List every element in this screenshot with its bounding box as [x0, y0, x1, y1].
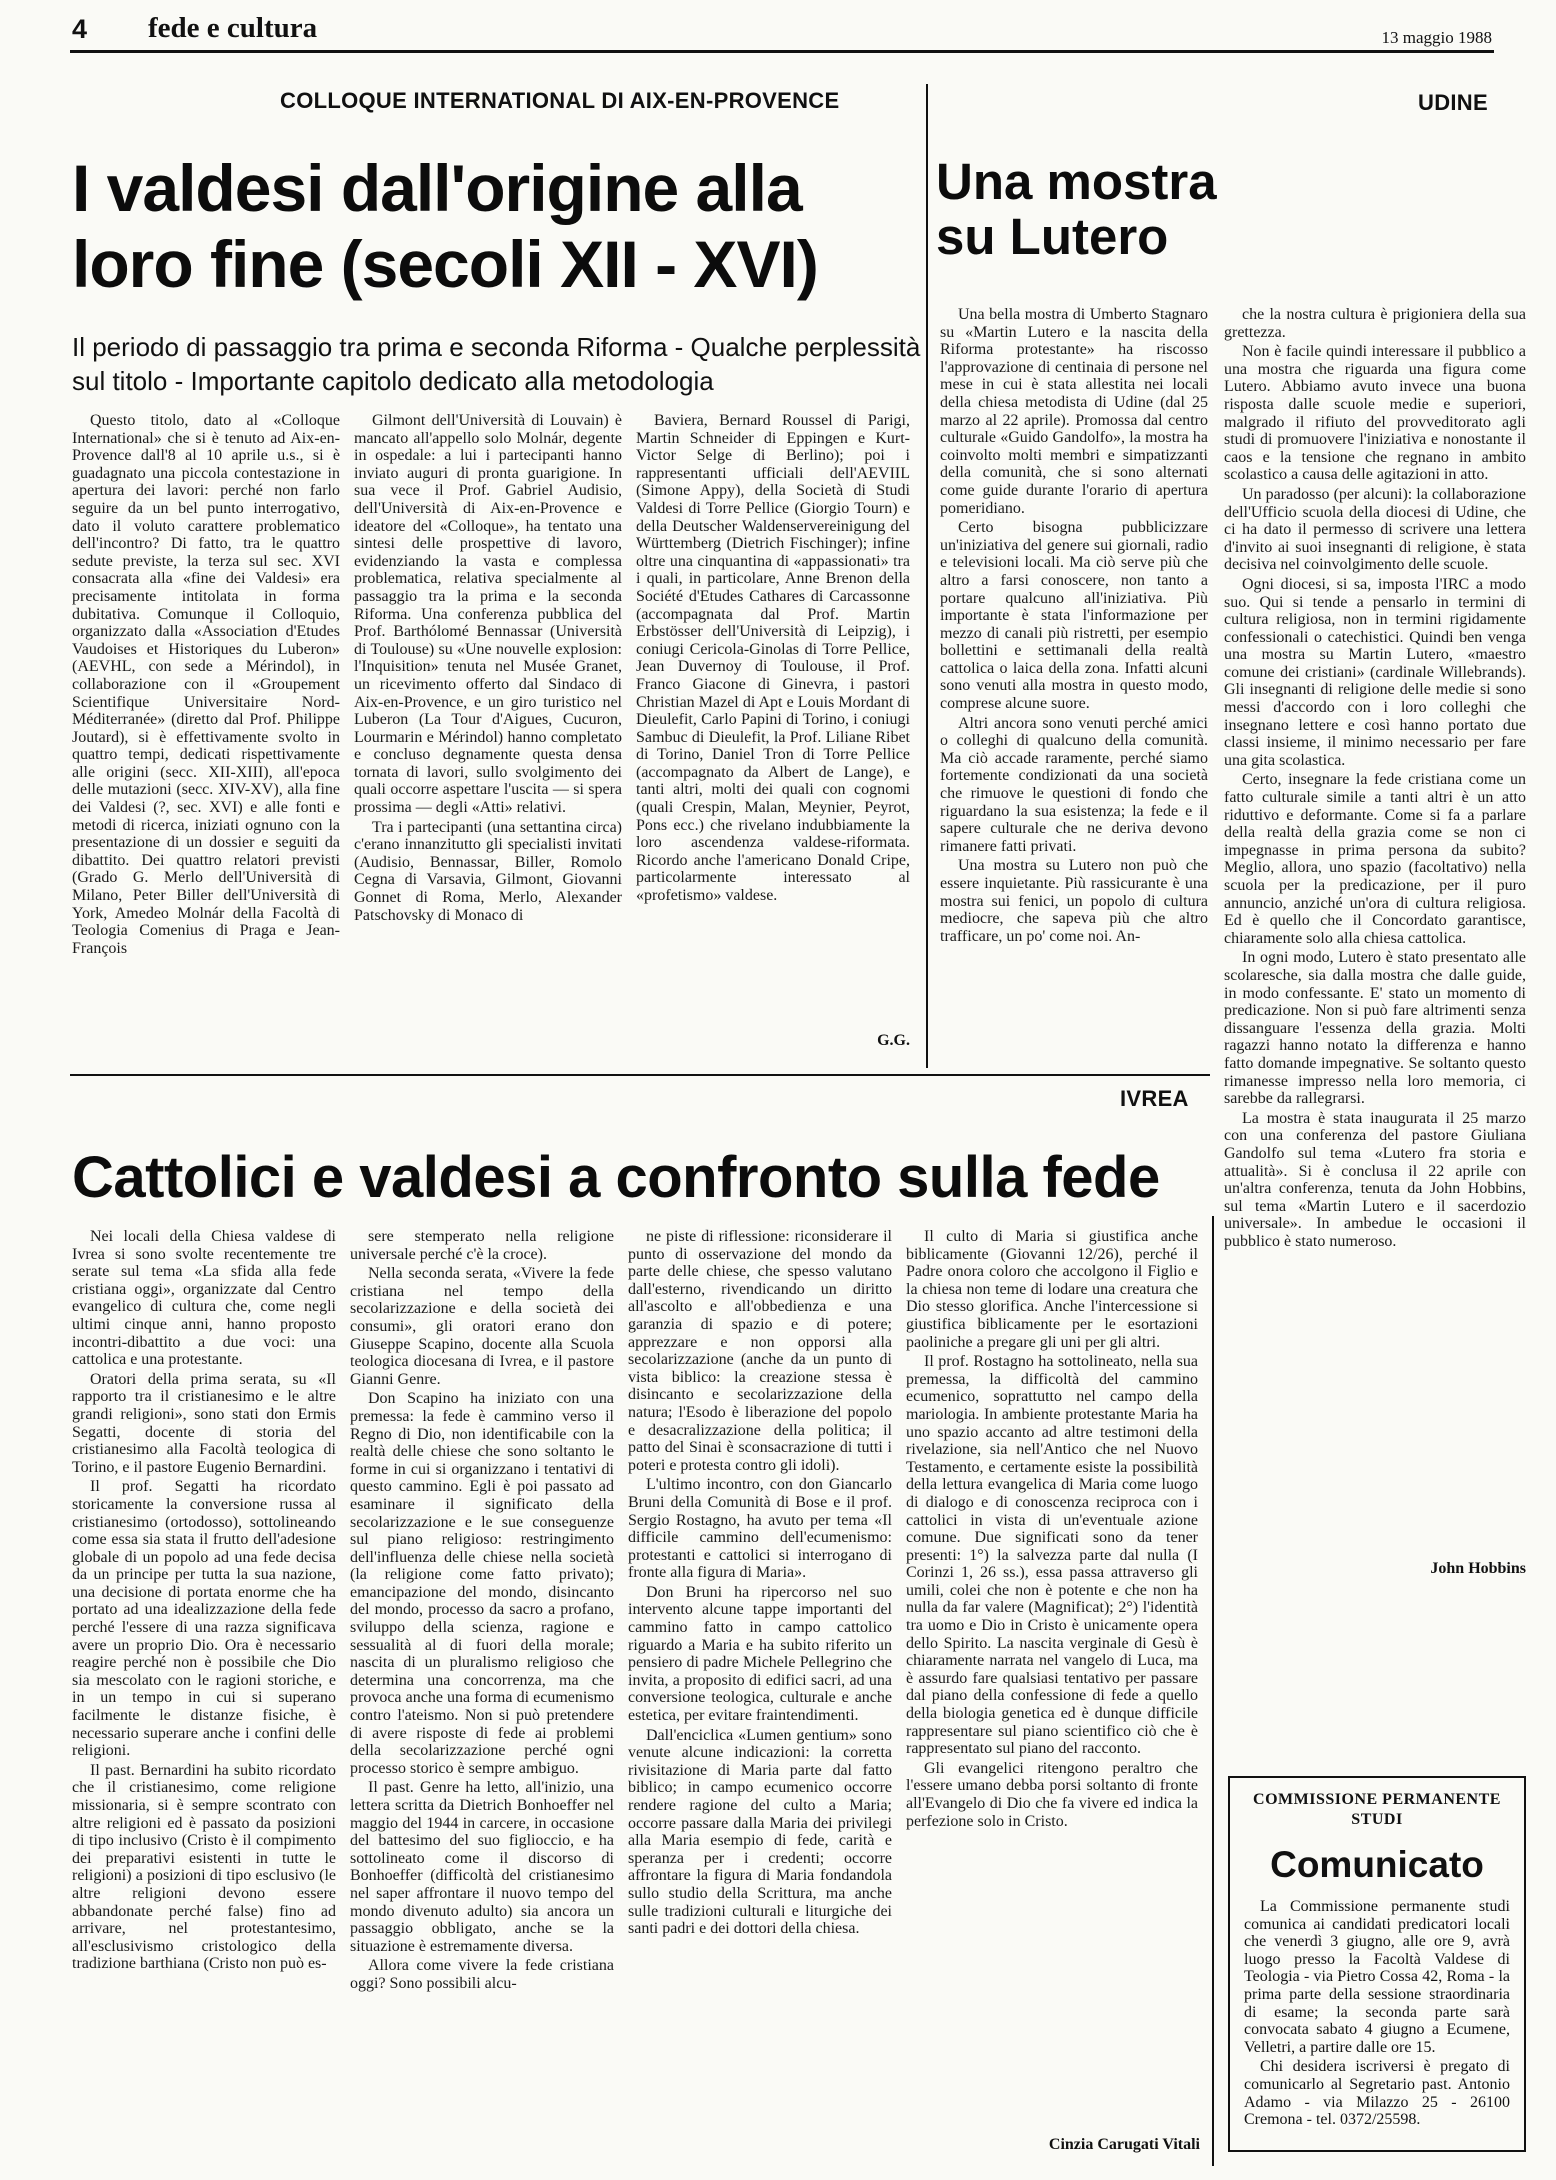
article-cattolici-paragraph: Gli evangelici ritengono peraltro che l'essere umano debba porsi soltanto di fronte all'Evangelo di Dio che fa vivere ed indica la perfezione solo in Cristo. [906, 1759, 1198, 1830]
article-cattolici-paragraph: Il past. Genre ha letto, all'inizio, una lettera scritta da Dietrich Bonhoeffer nel maggio del 1944 in carcere, in occasione del battesimo del suo figlioccio, e ha sottolineato come il discorso di Bonhoeffer (difficoltà del cristianesimo nel saper affrontare il nuovo tempo del mondo divenuto adulto) sia ancora un passaggio obbligato, anche se la situazione è estremamente diversa. [350, 1779, 614, 1955]
article-cattolici-paragraph: sere stemperato nella religione universale perché c'è la croce). [350, 1228, 614, 1263]
section-title: fede e cultura [148, 12, 318, 44]
article-cattolici-paragraph: Don Bruni ha ripercorso nel suo intervento alcune tappe importanti del cammino fatto in campo cattolico riguardo a Maria e ha subito riferito un pensiero di padre Michele Pellegrino che invita, a proposito di edifici sacri, ad una conversione teologica, culturale e anche estetica, per evitare fraintendimenti. [628, 1583, 892, 1725]
signature-lutero: John Hobbins [1430, 1560, 1526, 1577]
headline-cattolici: Cattolici e valdesi a confronto sulla fede [72, 1145, 1160, 1210]
article-valdesi-paragraph: Gilmont dell'Università di Louvain) è mancato all'appello solo Molnár, degente in ospedale: a lui i partecipanti hanno inviato auguri di pronta guarigione. In sua vece il Prof. Gabriel Audisio, dell'Università di Aix-en-Provence e ideatore del «Colloque», ha tentato una sintesi delle prospettive di lavoro, evidenziando la vasta e complessa problematica, relativa specialmente al passaggio tra la prima e la seconda Riforma. Una conferenza pubblica del Prof. Barthólomé Bennassar (Università di Toulouse) su «Une nouvelle explosion: l'Inquisition» tenuta nel Musée Granet, un ricevimento offerto dal Sindaco di Aix-en-Provence, e un giro turistico nel Luberon (La Tour d'Aigues, Cucuron, Lourmarin e Mérindol) hanno completato e concluso degnamente questa densa tornata di lavori, sullo svolgimento dei quali occorre aspettare l'uscita — si spera prossima — degli «Atti» relativi. [354, 412, 622, 817]
article-cattolici-paragraph: Il culto di Maria si giustifica anche biblicamente (Giovanni 12/26), perché il Padre onora coloro che accolgono il Figlio e la chiesa non teme di lodare una creatura che Dio stesso glorifica. Anche l'intercessione si giustifica biblicamente per le esortazioni paoliniche a pregare gli uni per gli altri. [906, 1228, 1198, 1351]
article-lutero-paragraph: Non è facile quindi interessare il pubblico a una mostra che riguarda una figura come Lutero. Abbiamo avuto invece una buona risposta dalle scuole medie e superiori, malgrado il rifiuto del provveditorato agli studi di promuovere l'iniziativa e nonostante il caos e la tensione che regnano in ambito scolastico a causa delle agitazioni in atto. [1224, 343, 1526, 484]
comunicato-box [1228, 1776, 1526, 2152]
article-lutero-paragraph: In ogni modo, Lutero è stato presentato alle scolaresche, sia dalla mostra che dalle guide, in modo confessante. E' stato un momento di predicazione. Non si può fare altrimenti senza dissanguare l'essenza della grazia. Molti ragazzi hanno notato la differenza e hanno fatto domande impegnative. Se soltanto questo rimanesse impresso nella loro memoria, ci sarebbe da rallegrarsi. [1224, 949, 1526, 1108]
article-cattolici-paragraph: Nei locali della Chiesa valdese di Ivrea si sono svolte recentemente tre serate sul tema «La sfida alla fede cristiana oggi», organizzate dal Centro evangelico di cultura che, come negli ultimi cinque anni, hanno proposto incontri-dibattito a due voci: una cattolica e una protestante. [72, 1228, 336, 1369]
article-lutero-paragraph: La mostra è stata inaugurata il 25 marzo con una conferenza del pastore Giuliana Gandolfo sul tema «Lutero fra storia e attualità». Si è conclusa il 22 aprile con un'altra conferenza, tenuta da John Hobbins, sul tema «Martin Lutero e il sacerdozio universale». In ambedue le occasioni il pubblico è stato numeroso. [1224, 1109, 1526, 1250]
article-lutero-paragraph: Un paradosso (per alcuni): la collaborazione dell'Ufficio scuola della diocesi di Udine, che ci ha dato il permesso di scrivere una lettera d'invito ai suoi insegnanti di religione, è stata decisiva nel coinvolgimento delle scuole. [1224, 485, 1526, 574]
article-valdesi-paragraph: Tra i partecipanti (una settantina circa) c'erano innanzitutto gli specialisti invitati (Audisio, Bennassar, Biller, Romolo Cegna di Varsavia, Gilmont, Giovanni Gonnet di Roma, Merlo, Alexander Patschovsky di Monaco di [354, 818, 622, 924]
comunicato-title: Comunicato [1270, 1844, 1484, 1885]
article-lutero-paragraph: Certo, insegnare la fede cristiana come un fatto culturale simile a tanti altri è un atto riduttivo e deformante. Come si fa a parlare della realtà della grazia come se non ci impegnasse in prima persona da subito? Meglio, allora, uno spazio (facoltativo) nella scuola per la predicazione, per il puro annuncio, anziché un'ora di cultura religiosa. Ed è quello che il Concordato garantisce, chiaramente solo alla chiesa cattolica. [1224, 771, 1526, 947]
article-cattolici-paragraph: Oratori della prima serata, su «Il rapporto tra il cristianesimo e le altre grandi religioni», sono stati don Ermis Segatti, docente di storia del cristianesimo alla Facoltà teologica di Torino, e il pastore Eugenio Bernardini. [72, 1370, 336, 1476]
page-number: 4 [72, 14, 88, 44]
article-valdesi-column-2 [354, 412, 622, 1052]
comunicato-paragraph: Chi desidera iscriversi è pregato di comunicarlo al Segretario past. Antonio Adamo - via Milazzo 25 - 26100 Cremona - tel. 0372/25598. [1244, 2058, 1510, 2129]
masthead-rule [70, 50, 1494, 53]
headline-lutero: Una mostra su Lutero [936, 153, 1217, 265]
issue-date: 13 maggio 1988 [1381, 28, 1492, 47]
article-cattolici-paragraph: Il past. Bernardini ha subito ricordato che il cristianesimo, come religione missionaria, si è sempre scontrato con altre religioni ed è passato da posizioni di tipo inclusivo (Cristo è il compimento dei preparativi esistenti in tutte le religioni) a posizioni di tipo esclusivo (le altre religioni devono essere abbandonate perché false) fino ad arrivare, nel protestantesimo, all'esclusivismo cristologico della tradizione barthiana (Cristo non può es- [72, 1761, 336, 1973]
comunicato-paragraph: La Commissione permanente studi comunica ai candidati predicatori locali che venerdì 3 giugno, alle ore 9, avrà luogo presso la Facoltà Valdese di Teologia - via Pietro Cossa 42, Roma - la prima parte della sessione straordinaria di esame; la seconda parte sarà convocata sabato 4 giugno a Ecumene, Velletri, a partire dalle ore 15. [1244, 1898, 1510, 2056]
ivrea-section-rule [70, 1074, 1210, 1076]
article-cattolici-paragraph: L'ultimo incontro, con don Giancarlo Bruni della Comunità di Bose e il prof. Sergio Rostagno, ha avuto per tema «Il difficile cammino dell'ecumenismo: protestanti e cattolici si interrogano di fronte alla figura di Maria». [628, 1476, 892, 1582]
article-cattolici-column-2 [350, 1228, 614, 2158]
article-cattolici-column-3 [628, 1228, 892, 2158]
headline-valdesi: I valdesi dall'origine alla loro fine (secoli XII - XVI) [72, 151, 818, 301]
article-lutero-column-1 [940, 306, 1208, 1060]
article-cattolici-paragraph: Il prof. Rostagno ha sottolineato, nella sua premessa, la difficoltà del cammino ecumenico, soprattutto nel campo della mariologia. In ambiente protestante Maria ha uno spazio accanto ad altre testimoni della rivelazione, sia nell'Antico che nel Nuovo Testamento, e certamente esiste la possibilità della lettura evangelica di Maria come luogo di dialogo e di conoscenza reciproca con i cattolici in vista di un'eventuale azione comune. Due significati sono da tener presenti: 1°) la salvezza parte dal nulla (I Corinzi 1, 26 ss.), essa passa attraverso gli umili, colei che non è potente e che non ha nulla da far valere (Magnificat); 2°) l'identità tra uomo e Dio in Cristo è unicamente opera dello Spirito. La nascita verginale di Gesù è chiaramente narrata nel vangelo di Luca, ma è assurdo fare qualsiasi tentativo per passare dal piano della confessione di fede a quello della biologia genetica ed è dunque difficile rappresentare sul piano scientifico ciò che è rappresentato sul piano del racconto. [906, 1353, 1198, 1758]
article-lutero-paragraph: Altri ancora sono venuti perché amici o colleghi di qualcuno della comunità. Ma ciò accade raramente, perché siamo fortemente condizionati da una società che rimuove le questioni di fondo che riguardano la sua esistenza; la fede e il sapere culturale che ne deriva devono rimanere fatti privati. [940, 714, 1208, 855]
article-lutero-paragraph: Una bella mostra di Umberto Stagnaro su «Martin Lutero e la nascita della Riforma protestante» ha riscosso l'approvazione di centinaia di persone nel mese in cui è stata allestita nei locali della chiesa metodista di Udine (dal 25 marzo al 22 aprile). Promossa dal centro culturale «Guido Gandolfo», la mostra ha coinvolto molti membri e simpatizzanti della comunità, che si sono alternati come guide durante l'orario di apertura pomeridiano. [940, 306, 1208, 517]
kicker-ivrea: IVREA [1120, 1086, 1189, 1111]
article-cattolici-paragraph: Don Scapino ha iniziato con una premessa: la fede è cammino verso il Regno di Dio, non identificabile con la realtà delle chiese che sono soltanto le forme in cui si organizzano i tentativi di questo cammino. Egli è poi passato ad esaminare il significato della secolarizzazione e le sue conseguenze sul piano religioso: restringimento dell'influenza delle chiese nella società (la religione come fatto privato); emancipazione del mondo, disincanto del mondo, processo da sacro a profano, sviluppo della scienza, ragione e sessualità al di fuori della morale; nascita di un pluralismo religioso che determina una concorrenza, ma che provoca anche una forma di ecumenismo contro l'ateismo. Non si può pretendere di avere risposte di fede ai problemi della secolarizzazione perché ogni processo storico è sempre ambiguo. [350, 1390, 614, 1777]
article-lutero-paragraph: Ogni diocesi, si sa, imposta l'IRC a modo suo. Qui si tende a pensarlo in termini di cultura religiosa, non in termini rigidamente confessionali o catechistici. Quindi ben venga una mostra su Martin Lutero, «maestro comune dei cristiani» (cardinale Willebrands). Gli insegnanti di religione delle medie si sono messi d'accordo con i loro colleghi che insegnano lettere e così hanno portato due classi insieme, il minimo necessario per fare una gita scolastica. [1224, 575, 1526, 769]
article-cattolici-column-1 [72, 1228, 336, 2158]
article-valdesi-paragraph: Baviera, Bernard Roussel di Parigi, Martin Schneider di Eppingen e Kurt-Victor Selge di Berlino); poi i rappresentanti ufficiali dell'AEVIIL (Simone Appy), della Società di Studi Valdesi di Torre Pellice (Giorgio Tourn) e della Deutscher Waldenservereinigung del Württemberg (Dietrich Fischinger); infine oltre una cinquantina di «appassionati» tra i quali, in particolare, Anne Brenon della Société d'Etudes Cathares di Carcassonne (accompagnata dal Prof. Martin Erbstösser dell'Università di Leipzig), i coniugi Cericola-Ginolas di Torre Pellice, Jean Duvernoy di Toulouse, il Prof. Franco Giacone di Ginevra, i pastori Christian Mazel di Apt e Louis Mordant di Dieulefit, Carlo Papini di Torino, i coniugi Sambuc di Dieulefit, la Prof. Liliane Ribet di Torino, Daniel Tron di Torre Pellice (accompagnato da Albert de Lange), e tanti altri, molti dei quali con cognomi (quali Crespin, Malan, Meynier, Peyrot, Pons ecc.) che rivelano indubbiamente la loro ascendenza valdese-riformata. Ricordo anche l'americano Donald Cripe, particolarmente interessato al «profetismo» valdese. [636, 412, 910, 905]
signature-valdesi: G.G. [877, 1032, 910, 1049]
article-cattolici-paragraph: ne piste di riflessione: riconsiderare il punto di osservazione del mondo da parte delle chiese, che spesso valutano dall'esterno, rivendicando un diritto all'ascolto e all'obbedienza e una garanzia di spazio e di potere; apprezzare e non opporsi alla secolarizzazione (anche da un punto di vista biblico: la creazione stessa è disincanto e secolarizzazione della natura; l'Esodo è liberazione del popolo e desacralizzazione della politica; il patto del Sinai è sconsacrazione di tutti i poteri e protesta contro gli idoli). [628, 1228, 892, 1474]
article-lutero-column-2 [1224, 306, 1526, 1550]
signature-cattolici: Cinzia Carugati Vitali [1048, 2136, 1200, 2153]
kicker-udine: UDINE [1418, 90, 1488, 115]
article-cattolici-paragraph: Dall'enciclica «Lumen gentium» sono venute alcune indicazioni: la corretta rivisitazione di Maria parte dal fatto biblico; in campo ecumenico occorre rendere ragione del culto a Maria; occorre passare dalla Maria dei privilegi alla Maria esempio di fede, carità e speranza per i credenti; occorre affrontare la figura di Maria fondandola sullo studio della Scrittura, ma anche sulle tradizioni culturali e liturgiche dei santi padri e dei dottori della chiesa. [628, 1726, 892, 1938]
article-cattolici-paragraph: Allora come vivere la fede cristiana oggi? Sono possibili alcu- [350, 1957, 614, 1992]
column-separator-ivrea-udine [1212, 1216, 1214, 2166]
subhead-valdesi: Il periodo di passaggio tra prima e seconda Riforma - Qualche perplessità sul titolo - Importante capitolo dedicato alla metodologia [72, 332, 921, 396]
article-valdesi-paragraph: Questo titolo, dato al «Colloque International» che si è tenuto ad Aix-en-Provence dall'8 al 10 aprile u.s., si è guadagnato una piccola contestazione in apertura dei lavori: perché non farlo seguire da un bel punto interrogativo, dato il voluto carattere problematico dell'incontro? Di fatto, tra le quattro sedute previste, la terza sul sec. XVI consacrata alla «fine dei Valdesi» era precisamente intitolata in forma dubitativa. Comunque il Colloquio, organizzato dalla «Association d'Etudes Vaudoises et Historiques du Luberon» (AEVHL, con sede a Mérindol), in collaborazione con il «Groupement Scientifique Universitaire Nord-Méditerranée» (diretto dal Prof. Philippe Joutard), si è effettivamente svolto in quattro tempi, dedicati rispettivamente alle origini (secc. XII-XIII), all'epoca delle mutazioni (secc. XIV-XV), alla fine dei Valdesi (?, sec. XVI) e alle fonti e metodi di ricerca, iniziati ognuno con la presentazione di un dossier e seguiti da dibattito. Dei quattro relatori previsti (Grado G. Merlo dell'Università di Milano, Peter Biller dell'Università di York, Amedeo Molnár della Facoltà di Teologia Comenius di Praga e Jean-François [72, 412, 340, 957]
article-lutero-paragraph: Una mostra su Lutero non può che essere inquietante. Più rassicurante è una mostra sui fenici, un popolo di cultura mediocre, che sapeva più che altro trafficare, un po' come noi. An- [940, 857, 1208, 945]
kicker-colloque: COLLOQUE INTERNATIONAL DI AIX-EN-PROVENCE [280, 88, 840, 113]
article-valdesi-column-3 [636, 412, 910, 1028]
article-lutero-paragraph: che la nostra cultura è prigioniera della sua grettezza. [1224, 306, 1526, 341]
article-valdesi-column-1 [72, 412, 340, 1052]
article-cattolici-column-4 [906, 1228, 1198, 2128]
article-cattolici-paragraph: Il prof. Segatti ha ricordato storicamente la conversione russa al cristianesimo (ortodosso), sottolineando come essa sia stata il frutto dell'adesione globale di un popolo ad una fede decisa da un principe per tutta la sua nazione, una decisione di portata enorme che ha portato ad una idealizzazione della fede perché l'essere di una razza significava avere un proprio Dio. Ora è necessario reagire perché non è possibile che Dio sia mescolato con le ragioni storiche, e in un tempo in cui si superano facilmente le distanze fisiche, è necessario superare anche i confini delle religioni. [72, 1478, 336, 1760]
article-cattolici-paragraph: Nella seconda serata, «Vivere la fede cristiana nel tempo della secolarizzazione e della società dei consumi», gli oratori erano don Giuseppe Scapino, docente alla Scuola teologica diocesana di Ivrea, e il pastore Gianni Genre. [350, 1265, 614, 1388]
article-lutero-paragraph: Certo bisogna pubblicizzare un'iniziativa del genere sui giornali, radio e televisioni locali. Ma ciò serve più che altro a farsi conoscere, non tanto a portare qualcuno all'iniziativa. Più importante è stata l'informazione per mezzo di canali più ristretti, per esempio bollettini e settimanali della realtà cattolica o laica della zona. Infatti alcuni sono venuti alla mostra in questo modo, comprese alcune suore. [940, 519, 1208, 713]
comunicato-organization: COMMISSIONE PERMANENTE STUDI [1253, 1791, 1501, 1828]
